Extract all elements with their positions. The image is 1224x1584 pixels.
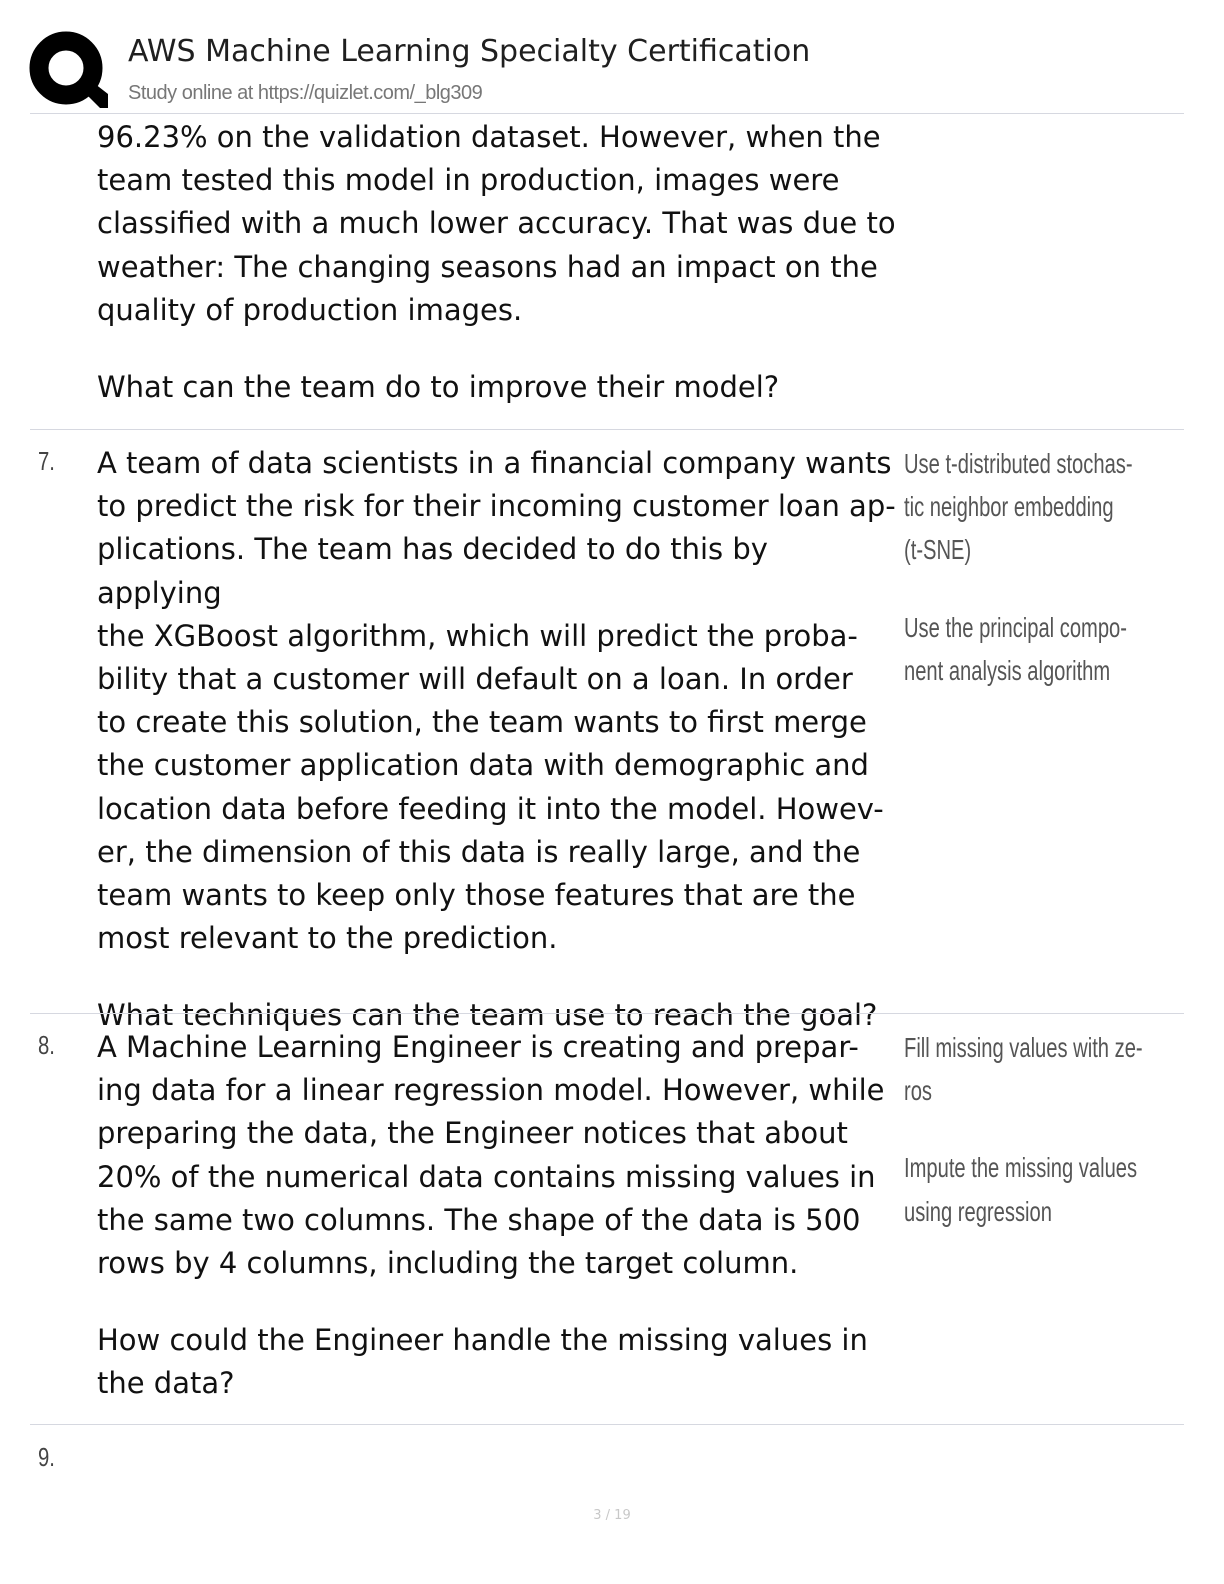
answer-item: Impute the missing values using regression bbox=[904, 1152, 1138, 1227]
question-prompt: How could the Engineer handle the missing values in the data? bbox=[97, 1323, 868, 1401]
document-title: AWS Machine Learning Specialty Certification bbox=[128, 34, 811, 69]
page-header bbox=[28, 30, 1188, 110]
divider bbox=[30, 1013, 1184, 1014]
divider bbox=[30, 1424, 1184, 1425]
answer-list bbox=[904, 1026, 1184, 1233]
divider bbox=[30, 429, 1184, 430]
page-number: 3 / 19 bbox=[593, 1508, 631, 1523]
question-text-continued bbox=[97, 116, 897, 409]
question-number: 7. bbox=[38, 446, 55, 476]
question-number: 8. bbox=[38, 1030, 55, 1060]
question-paragraph: 96.23% on the validation dataset. However, when the team tested this model in production, images were classified with a much lower accuracy. That was due to weather: The changing seasons had an impact on the quality of production images. bbox=[97, 120, 896, 327]
question-text bbox=[97, 442, 897, 1038]
question-paragraph: A team of data scientists in a financial company wants to predict the risk for their incoming customer loan ap- plications. The team has decided to do this by applying the XGBoost algorithm, which will predict the proba- bility that a customer will default on a loan. In order to create this solution, the team wants to first merge the customer application data with demographic and location data before feeding it into the model. Howev- er, the dimension of this data is really large, and the team wants to keep only those features that are the most relevant to the prediction. bbox=[97, 446, 896, 956]
answer-item: Use the principal compo- nent analysis algorithm bbox=[904, 611, 1127, 686]
answer-item: Fill missing values with ze- ros bbox=[904, 1032, 1143, 1107]
question-prompt: What techniques can the team use to reach the goal? bbox=[97, 998, 878, 1033]
quizlet-logo-icon bbox=[28, 30, 108, 110]
answer-list bbox=[904, 442, 1184, 692]
question-paragraph: A Machine Learning Engineer is creating and prepar- ing data for a linear regression model. However, while preparing the data, the Engineer notices that about 20% of the numerical data contains missing values in the same two columns. The shape of the data is 500 rows by 4 columns, including the target column. bbox=[97, 1030, 885, 1281]
question-prompt: What can the team do to improve their model? bbox=[97, 370, 780, 405]
answer-item: Use t-distributed stochas- tic neighbor embedding (t-SNE) bbox=[904, 448, 1133, 566]
question-text bbox=[97, 1026, 897, 1406]
question-number: 9. bbox=[38, 1442, 55, 1472]
divider bbox=[30, 113, 1184, 114]
study-online-link[interactable]: Study online at https://quizlet.com/_blg309 bbox=[128, 82, 483, 104]
